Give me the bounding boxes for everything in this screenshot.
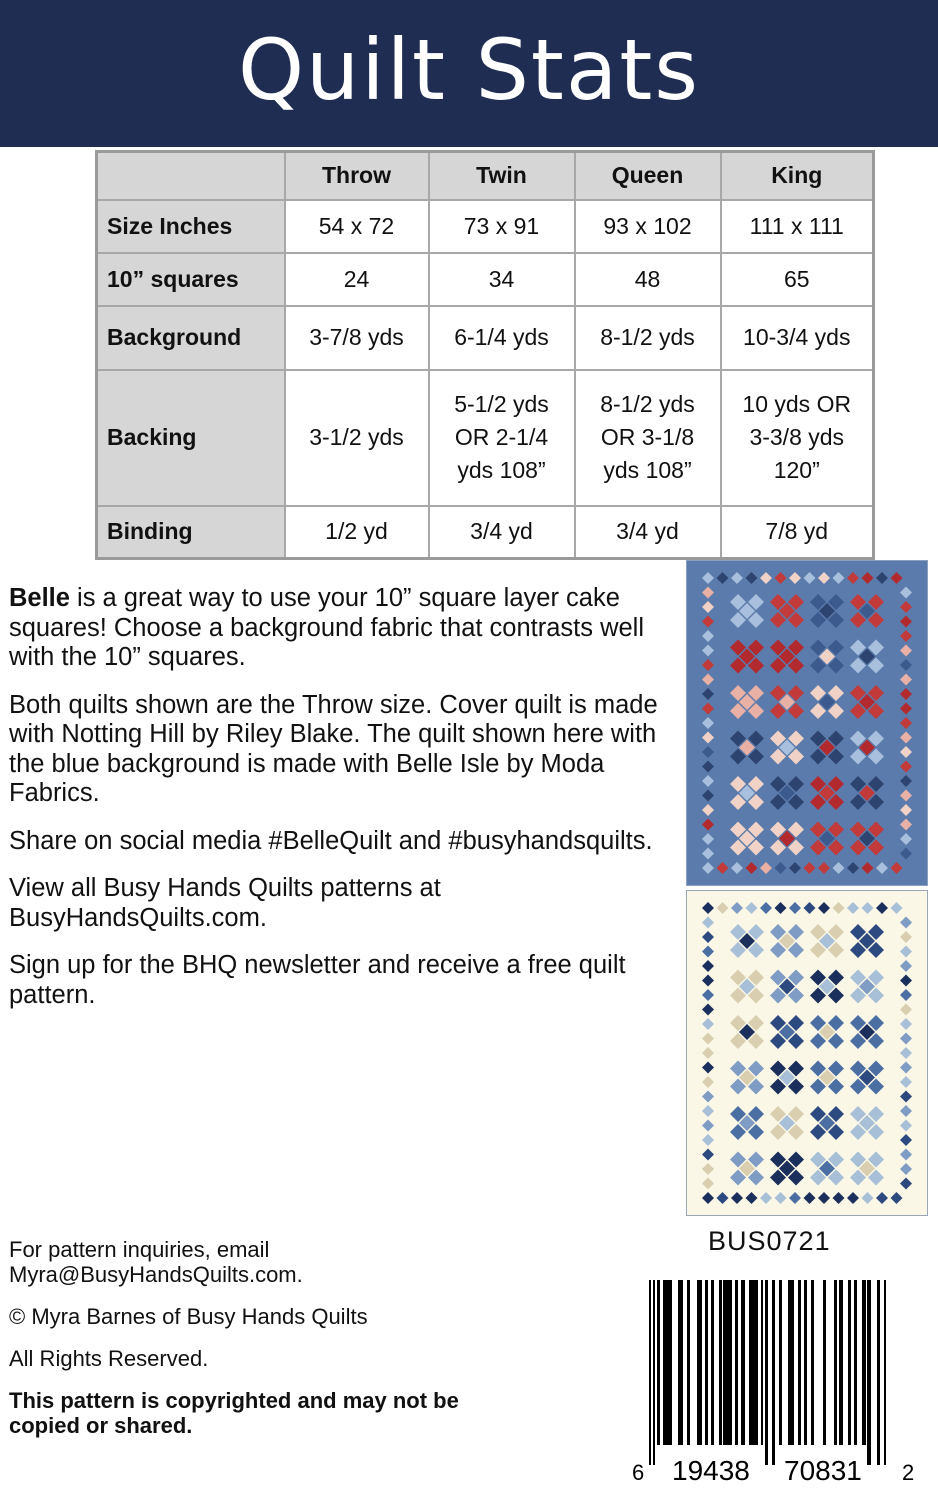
- table-row: [97, 370, 874, 506]
- table-cell: 10 yds OR 3-3/8 yds 120”: [721, 370, 874, 506]
- column-header-king: King: [721, 152, 874, 200]
- table-cell: 65: [721, 253, 874, 306]
- table-row: [97, 200, 874, 253]
- table-row: [97, 306, 874, 370]
- barcode-digit-first: 6: [632, 1460, 645, 1485]
- table-cell: 5-1/2 yds OR 2-1/4 yds 108”: [429, 370, 575, 506]
- row-label: Backing: [97, 370, 285, 506]
- barcode-bar: [657, 1280, 660, 1445]
- table-cell: 8-1/2 yds: [575, 306, 721, 370]
- table-cell: 3-7/8 yds: [285, 306, 429, 370]
- blue-quilt-image: [686, 560, 928, 886]
- row-label: Size Inches: [97, 200, 285, 253]
- barcode-bar: [705, 1280, 708, 1445]
- table-row: [97, 253, 874, 306]
- table-header-blank: [97, 152, 285, 200]
- intro-paragraph: [9, 584, 679, 673]
- barcode-bar: [765, 1280, 768, 1465]
- table-cell: 24: [285, 253, 429, 306]
- barcode-digit-last: 2: [902, 1460, 915, 1485]
- table-cell: 1/2 yd: [285, 506, 429, 559]
- header-banner: [0, 0, 938, 147]
- fabric-paragraph: Both quilts shown are the Throw size. Cover quilt is made with Notting Hill by Riley Blake. The quilt shown here with the blue background is made with Belle Isle by Moda Fabrics.: [9, 690, 658, 807]
- barcode-bar: [811, 1280, 814, 1445]
- barcode-bar: [687, 1280, 690, 1445]
- table-cell: 6-1/4 yds: [429, 306, 575, 370]
- column-header-twin: Twin: [429, 152, 575, 200]
- page-title: Quilt Stats: [237, 20, 701, 119]
- barcode-bar: [653, 1280, 655, 1465]
- barcode-bar: [877, 1280, 880, 1465]
- table-cell: 73 x 91: [429, 200, 575, 253]
- description: [9, 584, 679, 1028]
- quilt-background: [686, 560, 928, 886]
- table-cell: 3/4 yd: [429, 506, 575, 559]
- intro-text: is a great way to use your 10” square layer cake squares! Choose a background fabric that contrasts well with the 10” squares.: [9, 584, 645, 671]
- barcode-bar: [772, 1280, 775, 1465]
- table-cell: 7/8 yd: [721, 506, 874, 559]
- website-paragraph: View all Busy Hands Quilts patterns at BusyHandsQuilts.com.: [9, 874, 441, 932]
- table-cell: 54 x 72: [285, 200, 429, 253]
- barcode-bar: [839, 1280, 843, 1445]
- newsletter-paragraph: Sign up for the BHQ newsletter and receive a free quilt pattern.: [9, 951, 626, 1009]
- barcode-bar: [735, 1280, 738, 1445]
- row-label: Binding: [97, 506, 285, 559]
- barcode: [622, 1280, 922, 1490]
- barcode-bar: [741, 1280, 745, 1445]
- table-cell: 48: [575, 253, 721, 306]
- table-cell: 8-1/2 yds OR 3-1/8 yds 108”: [575, 370, 721, 506]
- barcode-bar: [788, 1280, 794, 1445]
- barcode-bar: [723, 1280, 732, 1445]
- barcode-bar: [854, 1280, 857, 1445]
- column-header-throw: Throw: [285, 152, 429, 200]
- table-cell: 93 x 102: [575, 200, 721, 253]
- barcode-bar: [867, 1280, 871, 1465]
- barcode-bar: [884, 1280, 886, 1465]
- barcode-bar: [779, 1280, 782, 1445]
- sku-code: BUS0721: [708, 1226, 831, 1256]
- barcode-bar: [649, 1280, 651, 1465]
- table-cell: 34: [429, 253, 575, 306]
- barcode-bar: [862, 1280, 866, 1445]
- barcode-bar: [719, 1280, 722, 1445]
- column-header-queen: Queen: [575, 152, 721, 200]
- copyright-text: © Myra Barnes of Busy Hands Quilts: [9, 1304, 368, 1329]
- table-cell: 3/4 yd: [575, 506, 721, 559]
- copyright-notice: This pattern is copyrighted and may not be copied or shared.: [9, 1388, 459, 1438]
- quilt-stats-table: [95, 150, 875, 560]
- barcode-bar: [678, 1280, 683, 1445]
- barcode-bar: [761, 1280, 763, 1445]
- inquiry-text: For pattern inquiries, email Myra@BusyHandsQuilts.com.: [9, 1237, 303, 1287]
- barcode-bar: [697, 1280, 702, 1445]
- table-header-row: [97, 152, 874, 200]
- barcode-bar: [834, 1280, 837, 1445]
- quilt-background: [686, 890, 928, 1216]
- cream-quilt-image: [686, 890, 928, 1216]
- barcode-bar: [823, 1280, 826, 1445]
- barcode-bar: [749, 1280, 758, 1445]
- table-row: [97, 506, 874, 559]
- barcode-bar: [711, 1280, 714, 1445]
- footer: [9, 1237, 509, 1455]
- table-cell: 10-3/4 yds: [721, 306, 874, 370]
- barcode-bar: [848, 1280, 851, 1445]
- row-label: 10” squares: [97, 253, 285, 306]
- barcode-bar: [804, 1280, 807, 1445]
- pattern-name: Belle: [9, 584, 70, 612]
- table-cell: 111 x 111: [721, 200, 874, 253]
- barcode-bar: [798, 1280, 801, 1445]
- barcode-digits-right: 70831: [784, 1455, 862, 1486]
- table-cell: 3-1/2 yds: [285, 370, 429, 506]
- social-paragraph: Share on social media #BelleQuilt and #busyhandsquilts.: [9, 826, 653, 855]
- rights-text: All Rights Reserved.: [9, 1346, 209, 1371]
- barcode-digits-left: 19438: [672, 1455, 750, 1486]
- barcode-bar: [663, 1280, 672, 1445]
- row-label: Background: [97, 306, 285, 370]
